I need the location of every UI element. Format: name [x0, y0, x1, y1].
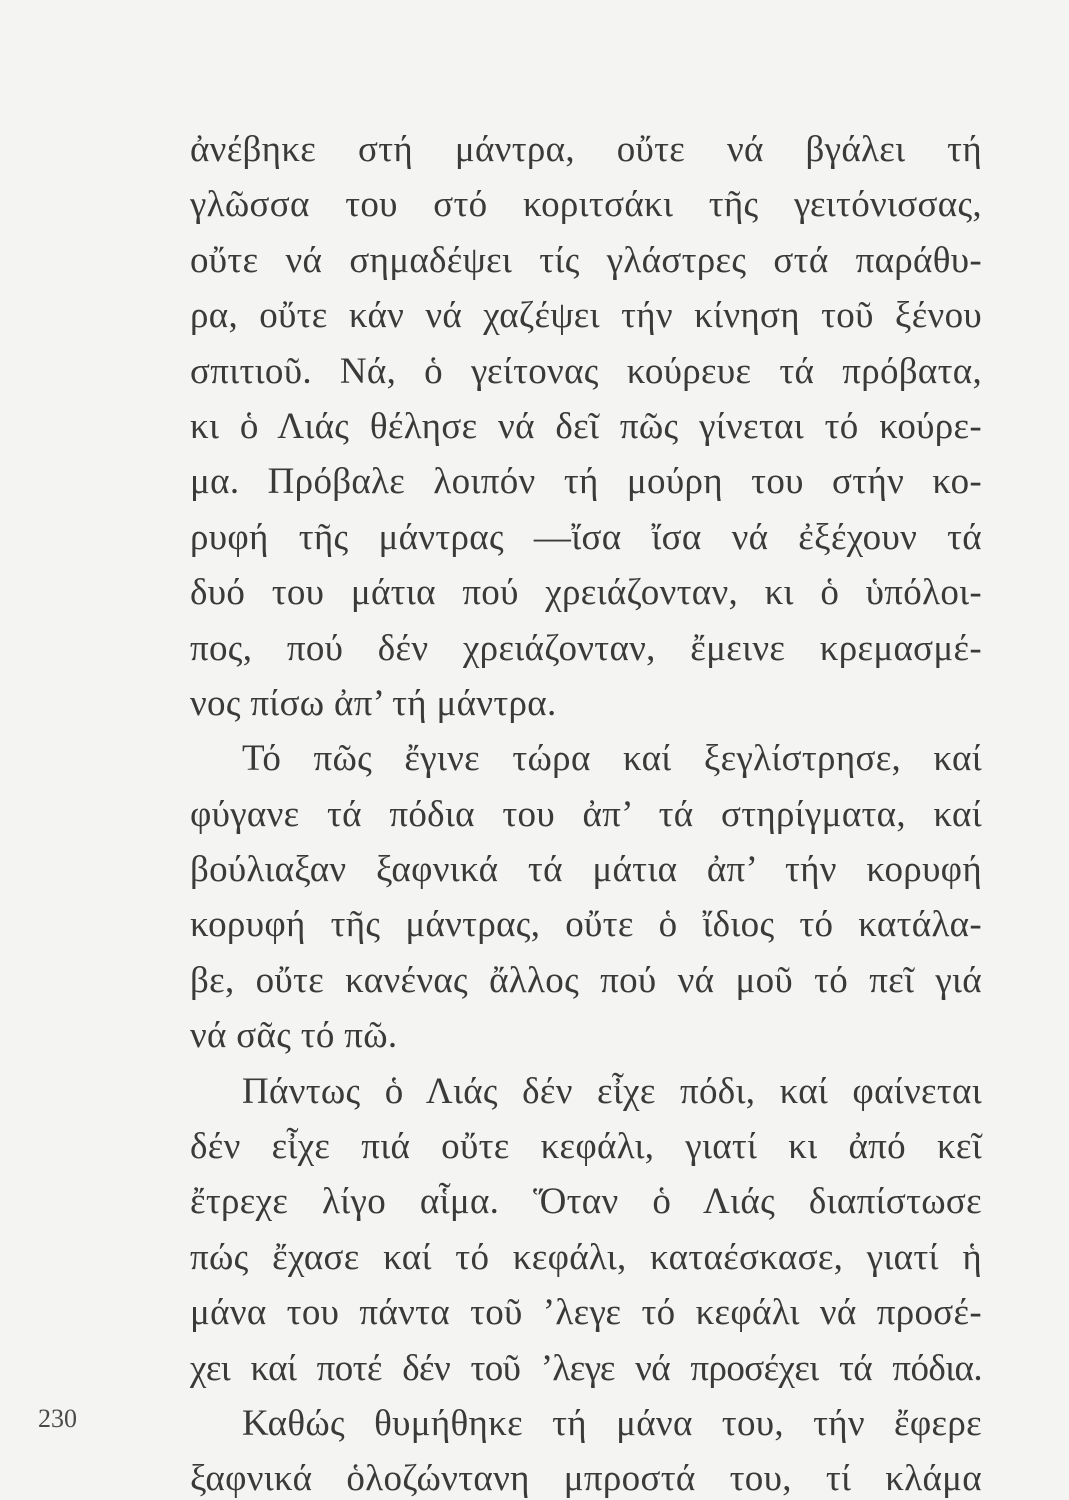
page-number: 230: [38, 1404, 77, 1433]
paragraph-start-line: Πάντως ὁ Λιάς δέν εἶχε πόδι, καί φαίνεται: [242, 1070, 982, 1112]
text-line: φύγανε τά πόδια του ἀπ’ τά στηρίγματα, καί: [190, 793, 982, 835]
text-line: κορυφή τῆς μάντρας, οὔτε ὁ ἴδιος τό κατάλα-: [190, 904, 982, 946]
text-line: οὔτε νά σημαδέψει τίς γλάστρες στά παράθυ-: [190, 239, 982, 281]
text-line: ἀνέβηκε στή μάντρα, οὔτε νά βγάλει τή: [190, 129, 982, 170]
text-line: ἔτρεχε λίγο αἷμα. Ὅταν ὁ Λιάς διαπίστωσε: [190, 1181, 982, 1223]
paragraph-end-line: νος πίσω ἀπ’ τή μάντρα.: [190, 682, 557, 724]
paragraph-start-line: Καθώς θυμήθηκε τή μάνα του, τήν ἔφερε: [242, 1402, 982, 1444]
text-line: πώς ἔχασε καί τό κεφάλι, καταέσκασε, γιατί ἡ: [190, 1236, 982, 1278]
paragraph-end-line: νά σᾶς τό πῶ.: [190, 1015, 398, 1057]
paragraph-end-line: χει καί ποτέ δέν τοῦ ’λεγε νά προσέχει τά πόδια.: [190, 1347, 982, 1389]
text-line: ρυφή τῆς μάντρας —ἴσα ἴσα νά ἐξέχουν τά: [190, 516, 982, 558]
text-line: μάνα του πάντα τοῦ ’λεγε τό κεφάλι νά προσέ-: [190, 1292, 982, 1334]
text-line: πος, πού δέν χρειάζονταν, ἔμεινε κρεμασμέ-: [190, 627, 982, 669]
body-text: [190, 122, 982, 1500]
text-line: ρα, οὔτε κάν νά χαζέψει τήν κίνηση τοῦ ξένου: [190, 295, 982, 337]
text-line: κι ὁ Λιάς θέλησε νά δεῖ πῶς γίνεται τό κούρε-: [190, 405, 982, 447]
text-line: σπιτιοῦ. Νά, ὁ γείτονας κούρευε τά πρόβατα,: [190, 350, 982, 392]
text-line: ξαφνικά ὁλοζώντανη μπροστά του, τί κλάμα: [190, 1458, 982, 1500]
text-line: γλῶσσα του στό κοριτσάκι τῆς γειτόνισσας,: [190, 184, 982, 226]
text-line: μα. Πρόβαλε λοιπόν τή μούρη του στήν κο-: [190, 461, 982, 503]
text-line: βε, οὔτε κανένας ἄλλος πού νά μοῦ τό πεῖ γιά: [190, 959, 982, 1001]
text-line: βούλιαξαν ξαφνικά τά μάτια ἀπ’ τήν κορυφή: [190, 849, 982, 891]
text-line: δυό του μάτια πού χρειάζονταν, κι ὁ ὑπόλοι-: [190, 572, 982, 614]
paragraph-start-line: Τό πῶς ἔγινε τώρα καί ξεγλίστρησε, καί: [242, 738, 982, 780]
text-line: δέν εἶχε πιά οὔτε κεφάλι, γιατί κι ἀπό κεῖ: [190, 1126, 982, 1168]
